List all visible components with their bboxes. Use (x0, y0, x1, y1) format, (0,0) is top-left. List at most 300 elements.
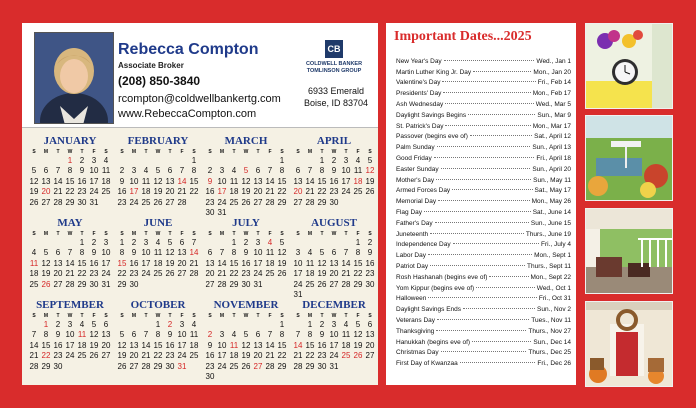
month-june (116, 217, 200, 290)
day-cell: 2 (367, 238, 373, 247)
day-cell: 3 (91, 156, 97, 165)
weekday-label: S (104, 231, 108, 237)
day-cell: 23 (205, 197, 215, 207)
day-cell: 21 (53, 187, 63, 197)
day-cell: 23 (365, 269, 375, 279)
weekday-label: W (155, 231, 161, 237)
day-cell: 10 (217, 340, 227, 350)
day-cell: 30 (205, 207, 215, 217)
leader-dots (424, 211, 531, 212)
holiday-date: Sat., May 17 (534, 187, 571, 195)
day-cell: 18 (265, 258, 275, 268)
day-cell: 10 (341, 166, 351, 176)
holiday-name: Independence Day (396, 241, 451, 249)
day-cell: 5 (243, 166, 249, 176)
day-cell: 2 (207, 166, 213, 176)
important-date-row (396, 110, 571, 121)
empty-day-cell (116, 156, 128, 166)
day-cell: 25 (341, 351, 351, 361)
weekday-label: T (168, 149, 172, 155)
empty-day-cell (152, 156, 164, 166)
day-cell: 22 (65, 187, 75, 197)
day-cell: 6 (43, 166, 49, 176)
weekday-label: W (243, 313, 249, 319)
empty-day-cell (228, 156, 240, 166)
day-cell: 4 (191, 320, 197, 329)
day-cell: 17 (129, 187, 139, 197)
day-grid (28, 320, 112, 372)
holiday-name: Presidents' Day (396, 90, 442, 98)
day-cell: 18 (229, 187, 239, 197)
day-cell: 6 (179, 238, 185, 247)
day-cell: 2 (331, 156, 337, 165)
agent-website: www.RebeccaCompton.com (118, 108, 257, 120)
holiday-name: Hanukkah (begins eve of) (396, 338, 471, 346)
holiday-name: Father's Day (396, 219, 433, 227)
day-cell: 26 (153, 197, 163, 207)
important-date-row (396, 207, 571, 218)
weekday-label: M (131, 231, 137, 237)
day-cell: 9 (331, 166, 337, 176)
day-cell: 15 (189, 176, 199, 186)
day-cell: 8 (279, 330, 285, 340)
weekday-label: S (120, 313, 124, 319)
month-may (28, 217, 112, 290)
day-cell: 16 (117, 187, 127, 197)
empty-day-cell (164, 156, 176, 166)
holiday-name: Memorial Day (396, 198, 437, 206)
day-cell: 13 (253, 340, 263, 350)
day-cell: 14 (265, 340, 275, 350)
day-cell: 6 (331, 248, 337, 258)
day-cell: 25 (305, 279, 315, 289)
weekday-label: M (219, 231, 225, 237)
day-cell: 13 (253, 176, 263, 186)
weekday-label: F (356, 313, 360, 319)
day-cell: 8 (355, 248, 361, 258)
month-name: APRIL (316, 135, 352, 147)
day-cell: 26 (241, 361, 251, 371)
weekday-label: T (56, 313, 60, 319)
day-cell: 8 (43, 330, 49, 340)
weekday-label: M (219, 313, 225, 319)
weekday-label: M (219, 149, 225, 155)
day-cell: 6 (255, 330, 261, 340)
weekday-label: W (243, 149, 249, 155)
day-cell: 12 (89, 330, 99, 340)
holiday-date: Sun., April 13 (532, 144, 571, 152)
weekday-label: W (67, 149, 73, 155)
day-cell: 28 (293, 361, 303, 371)
important-date-row (396, 78, 571, 89)
day-cell: 16 (165, 340, 175, 350)
leader-dots (442, 81, 535, 82)
leader-dots (438, 200, 530, 201)
day-cell: 31 (89, 197, 99, 207)
month-name: MARCH (224, 135, 268, 147)
day-cell: 17 (141, 258, 151, 268)
day-cell: 29 (77, 279, 87, 289)
empty-day-cell (292, 320, 304, 330)
day-cell: 1 (43, 320, 49, 329)
weekday-label: S (280, 313, 284, 319)
day-cell: 29 (305, 361, 315, 371)
holiday-name: Mother's Day (396, 176, 435, 184)
day-cell: 11 (77, 330, 87, 340)
important-date-row (396, 175, 571, 186)
weekday-header (116, 313, 200, 320)
weekday-label: S (368, 231, 372, 237)
day-cell: 30 (165, 361, 175, 371)
holiday-date: Sun., Mar 9 (537, 111, 571, 119)
day-cell: 16 (53, 340, 63, 350)
holiday-date: Sun., Dec 14 (533, 338, 571, 346)
day-cell: 26 (89, 351, 99, 361)
day-cell: 28 (305, 197, 315, 207)
holiday-name: Rosh Hashanah (begins eve of) (396, 273, 488, 281)
weekday-label: F (180, 313, 184, 319)
holiday-date: Mon., Jan 20 (533, 68, 571, 76)
day-cell: 22 (229, 269, 239, 279)
day-cell: 9 (79, 166, 85, 176)
patio-garden-photo (585, 115, 673, 201)
weekday-label: M (307, 231, 313, 237)
weekday-label: W (331, 231, 337, 237)
day-cell: 12 (317, 258, 327, 268)
day-cell: 11 (229, 176, 239, 186)
important-date-row (396, 337, 571, 348)
holiday-date: Sat., June 14 (532, 209, 571, 217)
day-cell: 17 (65, 340, 75, 350)
day-cell: 20 (53, 269, 63, 279)
empty-day-cell (292, 238, 304, 248)
day-cell: 20 (101, 340, 111, 350)
agent-phone: (208) 850-3840 (118, 74, 201, 88)
day-cell: 4 (267, 238, 273, 247)
empty-day-cell (304, 238, 316, 248)
weekday-label: S (32, 149, 36, 155)
day-cell: 15 (117, 258, 127, 268)
holiday-date: Tues., Nov 11 (531, 317, 571, 325)
weekday-label: M (43, 313, 49, 319)
day-cell: 2 (319, 320, 325, 329)
empty-day-cell (216, 156, 228, 166)
day-cell: 13 (177, 248, 187, 258)
day-cell: 6 (207, 248, 213, 258)
important-date-row (396, 186, 571, 197)
weekday-label: F (180, 149, 184, 155)
leader-dots (468, 114, 535, 115)
day-cell: 29 (317, 197, 327, 207)
weekday-header (28, 231, 112, 238)
day-cell: 12 (41, 258, 51, 268)
day-cell: 27 (253, 361, 263, 371)
leader-dots (444, 60, 535, 61)
weekday-label: F (268, 313, 272, 319)
day-cell: 24 (141, 269, 151, 279)
day-cell: 6 (295, 166, 301, 176)
day-cell: 12 (117, 340, 127, 350)
weekday-header (116, 149, 200, 156)
day-cell: 11 (153, 248, 163, 258)
empty-day-cell (204, 156, 216, 166)
month-january (28, 135, 112, 208)
weekday-label: T (168, 231, 172, 237)
day-cell: 28 (189, 269, 199, 279)
day-cell: 9 (243, 248, 249, 258)
day-cell: 30 (329, 197, 339, 207)
month-name: FEBRUARY (127, 135, 189, 147)
day-cell: 12 (29, 176, 39, 186)
leader-dots (428, 297, 536, 298)
empty-day-cell (340, 238, 352, 248)
day-cell: 12 (153, 176, 163, 186)
day-cell: 1 (191, 156, 197, 165)
day-cell: 1 (279, 156, 285, 165)
day-cell: 6 (367, 320, 373, 329)
holiday-name: Good Friday (396, 155, 432, 163)
day-cell: 9 (55, 330, 61, 340)
weekday-label: T (344, 231, 348, 237)
day-cell: 16 (317, 340, 327, 350)
holiday-name: Valentine's Day (396, 79, 441, 87)
day-cell: 2 (131, 238, 137, 247)
holiday-name: Armed Forces Day (396, 187, 451, 195)
day-cell: 1 (79, 238, 85, 247)
day-cell: 26 (317, 279, 327, 289)
day-grid (116, 320, 200, 372)
important-date-row (396, 99, 571, 110)
important-date-row (396, 348, 571, 359)
day-cell: 5 (279, 238, 285, 247)
day-cell: 1 (279, 320, 285, 329)
month-name: OCTOBER (130, 299, 186, 311)
important-dates-title: Important Dates...2025 (394, 29, 532, 44)
day-cell: 12 (241, 340, 251, 350)
day-cell: 12 (241, 176, 251, 186)
day-cell: 17 (101, 258, 111, 268)
day-cell: 24 (217, 197, 227, 207)
day-cell: 13 (329, 258, 339, 268)
day-cell: 3 (255, 238, 261, 247)
day-cell: 6 (255, 166, 261, 176)
day-cell: 14 (29, 340, 39, 350)
day-cell: 3 (179, 320, 185, 329)
day-cell: 21 (29, 351, 39, 361)
holiday-date: Wed., Oct 1 (536, 284, 571, 292)
day-cell: 16 (205, 351, 215, 361)
weekday-label: T (232, 313, 236, 319)
day-cell: 3 (143, 238, 149, 247)
holiday-name: Yom Kippur (begins eve of) (396, 284, 475, 292)
day-cell: 15 (153, 340, 163, 350)
empty-day-cell (252, 320, 264, 330)
holiday-date: Fri., Oct 31 (538, 295, 571, 303)
day-cell: 8 (279, 166, 285, 176)
holiday-date: Fri., July 4 (541, 241, 571, 249)
day-cell: 19 (41, 269, 51, 279)
day-cell: 27 (129, 361, 139, 371)
day-cell: 2 (91, 238, 97, 247)
day-cell: 21 (341, 269, 351, 279)
day-cell: 28 (65, 279, 75, 289)
day-grid (28, 156, 112, 208)
day-cell: 24 (217, 361, 227, 371)
leader-dots (430, 265, 525, 266)
day-cell: 26 (365, 187, 375, 197)
important-date-row (396, 132, 571, 143)
day-cell: 23 (205, 361, 215, 371)
agent-email: rcompton@coldwellbankertg.com (118, 93, 281, 105)
weekday-label: S (32, 313, 36, 319)
day-cell: 25 (189, 351, 199, 361)
weekday-label: S (192, 149, 196, 155)
day-cell: 20 (253, 187, 263, 197)
day-cell: 14 (217, 258, 227, 268)
day-cell: 18 (77, 340, 87, 350)
day-cell: 3 (295, 248, 301, 258)
day-cell: 14 (341, 258, 351, 268)
day-cell: 3 (219, 166, 225, 176)
address-line2: Boise, ID 83704 (303, 98, 369, 108)
empty-day-cell (40, 238, 52, 248)
day-cell: 2 (207, 330, 213, 340)
address-line1: 6933 Emerald (307, 86, 365, 96)
important-date-row (396, 358, 571, 369)
day-cell: 16 (329, 176, 339, 186)
empty-day-cell (204, 238, 216, 248)
holiday-date: Sun., April 20 (532, 165, 571, 173)
weekday-label: M (307, 149, 313, 155)
day-cell: 10 (329, 330, 339, 340)
day-cell: 29 (153, 361, 163, 371)
day-cell: 7 (295, 330, 301, 340)
important-date-row (396, 304, 571, 315)
day-cell: 16 (365, 258, 375, 268)
weekday-label: S (32, 231, 36, 237)
leader-dots (452, 189, 532, 190)
day-cell: 7 (55, 166, 61, 176)
day-cell: 20 (205, 269, 215, 279)
holiday-date: Thurs., Nov 27 (528, 327, 571, 335)
day-cell: 23 (317, 351, 327, 361)
day-cell: 7 (143, 330, 149, 340)
day-cell: 30 (317, 361, 327, 371)
day-cell: 9 (207, 176, 213, 186)
day-cell: 27 (41, 197, 51, 207)
photo-strip (585, 23, 671, 385)
holiday-name: Daylight Savings Begins (396, 111, 467, 119)
day-cell: 28 (265, 361, 275, 371)
day-cell: 28 (217, 279, 227, 289)
day-cell: 7 (67, 248, 73, 258)
day-cell: 1 (67, 156, 73, 165)
empty-day-cell (216, 238, 228, 248)
important-date-row (396, 294, 571, 305)
day-cell: 25 (153, 269, 163, 279)
day-cell: 28 (177, 197, 187, 207)
day-cell: 14 (65, 258, 75, 268)
day-cell: 11 (141, 176, 151, 186)
empty-day-cell (52, 238, 64, 248)
day-cell: 19 (241, 351, 251, 361)
day-cell: 7 (219, 248, 225, 258)
day-cell: 4 (307, 248, 313, 258)
day-cell: 15 (77, 258, 87, 268)
weekday-label: S (280, 231, 284, 237)
empty-day-cell (128, 156, 140, 166)
day-cell: 4 (31, 248, 37, 258)
weekday-label: T (168, 313, 172, 319)
weekday-label: M (307, 313, 313, 319)
day-cell: 17 (177, 340, 187, 350)
day-cell: 28 (265, 197, 275, 207)
important-date-row (396, 229, 571, 240)
day-cell: 28 (29, 361, 39, 371)
day-cell: 27 (205, 279, 215, 289)
day-cell: 3 (67, 320, 73, 329)
month-name: JUNE (143, 217, 173, 229)
empty-day-cell (116, 320, 128, 330)
company-name-line1: COLDWELL BANKER (305, 61, 363, 67)
day-cell: 14 (189, 248, 199, 258)
important-date-row (396, 315, 571, 326)
day-cell: 30 (53, 361, 63, 371)
day-cell: 22 (117, 269, 127, 279)
day-cell: 28 (53, 197, 63, 207)
day-cell: 17 (329, 340, 339, 350)
holiday-date: Wed., Jan 1 (536, 57, 571, 65)
day-cell: 9 (367, 248, 373, 258)
day-grid (28, 238, 112, 290)
empty-day-cell (204, 320, 216, 330)
day-cell: 7 (191, 238, 197, 247)
weekday-label: S (104, 149, 108, 155)
holiday-date: Sat., April 12 (534, 133, 571, 141)
day-cell: 3 (343, 156, 349, 165)
day-cell: 11 (229, 340, 239, 350)
weekday-label: S (296, 231, 300, 237)
day-cell: 30 (205, 371, 215, 381)
weekday-label: T (256, 231, 260, 237)
day-cell: 30 (77, 197, 87, 207)
day-cell: 2 (167, 320, 173, 329)
important-date-row (396, 250, 571, 261)
day-cell: 22 (77, 269, 87, 279)
day-cell: 8 (67, 166, 73, 176)
weekday-label: T (320, 231, 324, 237)
day-cell: 10 (253, 248, 263, 258)
holiday-date: Mon., Sept 22 (530, 273, 571, 281)
day-cell: 5 (155, 166, 161, 176)
day-cell: 14 (265, 176, 275, 186)
day-cell: 24 (341, 187, 351, 197)
month-name: JANUARY (43, 135, 97, 147)
day-cell: 17 (217, 351, 227, 361)
leader-dots (473, 71, 531, 72)
day-cell: 11 (189, 330, 199, 340)
day-cell: 10 (217, 176, 227, 186)
weekday-label: W (67, 231, 73, 237)
weekday-label: S (192, 231, 196, 237)
day-cell: 4 (231, 166, 237, 176)
day-cell: 19 (117, 351, 127, 361)
holiday-name: Palm Sunday (396, 144, 435, 152)
day-cell: 31 (101, 279, 111, 289)
day-cell: 27 (365, 351, 375, 361)
day-cell: 12 (277, 248, 287, 258)
day-cell: 18 (153, 258, 163, 268)
